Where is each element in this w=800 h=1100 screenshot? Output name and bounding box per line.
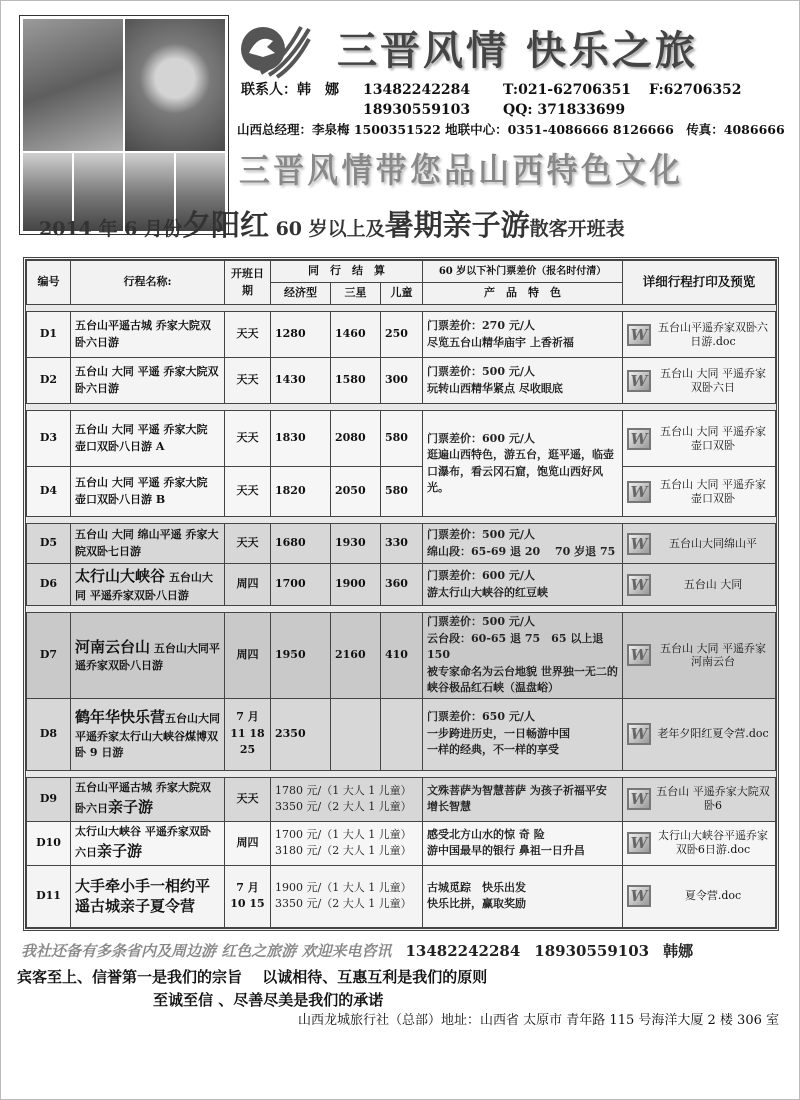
contact-person: 联系人：韩 娜	[241, 82, 339, 98]
doc-link-content	[627, 367, 771, 395]
word-doc-icon: W	[627, 723, 651, 745]
word-doc-icon: W	[627, 324, 651, 346]
row-separator	[27, 517, 776, 524]
table-row	[27, 312, 776, 358]
doc-filename: 老年夕阳红夏令营.doc	[657, 727, 769, 741]
address: 山西龙城旅行社（总部）地址：山西省 太原市 青年路 115 号海洋大厦 2 楼 306 室	[298, 1012, 779, 1028]
route-name-part: 亲子游	[108, 798, 154, 816]
itinerary-doc-link[interactable]	[623, 358, 776, 404]
doc-filename: 五台山 大同	[683, 577, 743, 591]
doc-link-content	[627, 642, 771, 670]
economy-price: 2350	[271, 698, 331, 770]
package-price: 3350 元/（2 大人 1 儿童）	[275, 897, 412, 910]
doc-link-content	[627, 829, 771, 857]
manager-line: 山西总经理：李泉梅 1500351522 地联中心：0351-4086666 8126666 传真：4086666	[237, 122, 785, 137]
economy-price: 1280	[271, 312, 331, 358]
economy-price: 1700	[271, 564, 331, 606]
package-prices	[271, 777, 423, 821]
economy-price: 1950	[271, 613, 331, 699]
hanging-temple-photo	[23, 19, 123, 151]
contact-phone-2: 18930559103	[363, 102, 471, 118]
economy-price: 1830	[271, 411, 331, 467]
table-row	[27, 613, 776, 699]
product-features	[423, 698, 623, 770]
route-name-part: 五台山平遥古城 乔家大院双卧六日	[75, 780, 211, 815]
route-name-part: 五台山大同平遥乔家太行山大峡谷煤博双卧 9 日游	[75, 712, 221, 760]
route-id: D1	[27, 312, 71, 358]
feature-line: 门票差价：600 元/人	[427, 569, 535, 582]
title-part: 60 岁以上及	[268, 218, 385, 240]
start-date: 周四	[225, 564, 271, 606]
product-features	[423, 411, 623, 517]
feature-line: 文殊菩萨为智慧菩萨 为孩子祈福平安 增长智慧	[427, 783, 607, 813]
fax: F:62706352	[649, 82, 742, 98]
route-name-part: 五台山 大同 平遥 乔家大院 壶口双卧八日游 A	[75, 423, 208, 453]
feature-line: 感受北方山水的惊 奇 险	[427, 827, 545, 841]
route-id: D3	[27, 411, 71, 467]
row-separator	[27, 305, 776, 312]
feature-line: 一步跨进历史，一日畅游中国	[427, 726, 571, 740]
title-part: 散客开班表	[529, 218, 625, 240]
doc-filename: 五台山 大同 平遥乔家 壶口双卧	[660, 477, 767, 505]
route-name-part: 五台山平遥古城 乔家大院双卧六日游	[75, 319, 211, 349]
table-row	[27, 698, 776, 770]
three-star-price: 1900	[331, 564, 381, 606]
schedule-table	[23, 257, 779, 931]
slogan: 三晋风情 快乐之旅	[337, 28, 698, 74]
doc-link-content	[627, 723, 771, 745]
contact-phone-1: 13482242284	[363, 82, 471, 98]
motto-2: 至诚至信 、尽善尽美是我们的承诺	[153, 990, 384, 1009]
route-name-part: 大手牵小手一相约平遥古城亲子夏令营	[75, 876, 211, 915]
row-separator	[27, 404, 776, 411]
table-row	[27, 821, 776, 865]
route-name-part: 五台山大同 平遥乔家双卧八日游	[75, 571, 213, 602]
header-settlement: 同 行 结 算	[271, 261, 423, 283]
child-price: 410	[381, 613, 423, 699]
start-date: 周四	[225, 613, 271, 699]
feature-line: 快乐比拼，赢取奖励	[427, 897, 527, 910]
row-separator	[27, 770, 776, 777]
main-content	[17, 257, 779, 1029]
three-star-price: 2050	[331, 467, 381, 517]
feature-line: 门票差价：650 元/人	[427, 710, 535, 724]
route-name	[71, 358, 225, 404]
three-star-price: 1580	[331, 358, 381, 404]
word-doc-icon: W	[627, 481, 651, 503]
start-date: 天天	[225, 524, 271, 564]
route-id: D9	[27, 777, 71, 821]
word-doc-icon: W	[627, 574, 651, 596]
package-price: 1900 元/（1 大人 1 儿童）	[275, 880, 412, 894]
feature-line: 门票差价：500 元/人	[427, 365, 535, 378]
title-part: 2014 年 6 月份	[39, 218, 182, 240]
feature-line: 尽览五台山精华庙宇 上香祈福	[427, 335, 574, 349]
child-price	[381, 698, 423, 770]
route-name	[71, 777, 225, 821]
feature-line: 被专家命名为云台地貌 世界独一无二的峡谷极品红石峡（温盘峪）	[427, 664, 618, 694]
package-price: 1780 元/（1 大人 1 儿童）	[275, 783, 412, 797]
doc-filename: 五台山平遥乔家双卧六日游.doc	[658, 320, 769, 348]
doc-filename: 五台山 平遥乔家大院双卧6	[656, 785, 770, 812]
word-doc-icon: W	[627, 533, 651, 555]
three-star-price: 2160	[331, 613, 381, 699]
header-ticket-diff: 60 岁以下补门票差价（报名时付清）	[423, 261, 623, 283]
child-price: 580	[381, 467, 423, 517]
doc-link-content	[627, 574, 771, 596]
product-features	[423, 312, 623, 358]
route-id: D11	[27, 865, 71, 927]
route-id: D7	[27, 613, 71, 699]
word-doc-icon: W	[627, 428, 651, 450]
promo-line	[21, 941, 779, 961]
doc-link-content	[627, 425, 771, 453]
economy-price: 1430	[271, 358, 331, 404]
product-features	[423, 821, 623, 865]
route-name	[71, 411, 225, 467]
table-row	[27, 564, 776, 606]
doc-filename: 五台山 大同 平遥乔家 双卧六日	[660, 366, 767, 394]
doc-link-content	[627, 321, 771, 349]
child-price: 580	[381, 411, 423, 467]
feature-line: 游中国最早的银行 鼻祖一日升昌	[427, 844, 585, 857]
feature-line: 游太行山大峡谷的红豆峡	[427, 585, 549, 599]
doc-filename: 夏令营.doc	[684, 889, 742, 903]
feature-line: 古城觅踪 快乐出发	[427, 880, 527, 894]
start-date: 7 月 10 15	[225, 865, 271, 927]
feature-line: 门票差价：500 元/人	[427, 615, 535, 628]
doc-filename: 五台山 大同 平遥乔家 河南云台	[660, 641, 767, 669]
qq-number: QQ: 371833699	[503, 102, 626, 118]
three-star-price: 2080	[331, 411, 381, 467]
package-price: 1700 元/（1 大人 1 儿童）	[275, 827, 412, 841]
itinerary-doc-link[interactable]	[623, 312, 776, 358]
scenic-photo-collage	[19, 15, 229, 235]
header-three-star: 三星	[331, 283, 381, 305]
route-name	[71, 564, 225, 606]
route-id: D6	[27, 564, 71, 606]
itinerary-doc-link[interactable]	[623, 467, 776, 517]
table-row	[27, 358, 776, 404]
start-date: 周四	[225, 821, 271, 865]
itinerary-doc-link[interactable]	[623, 865, 776, 927]
itinerary-doc-link[interactable]	[623, 613, 776, 699]
child-price: 360	[381, 564, 423, 606]
word-doc-icon: W	[627, 370, 651, 392]
route-name	[71, 821, 225, 865]
promo-contact: 韩娜	[663, 941, 694, 960]
itinerary-doc-link[interactable]	[623, 411, 776, 467]
route-id: D8	[27, 698, 71, 770]
start-date: 天天	[225, 358, 271, 404]
child-price: 250	[381, 312, 423, 358]
package-prices	[271, 821, 423, 865]
product-features	[423, 564, 623, 606]
economy-price: 1820	[271, 467, 331, 517]
doc-link-content	[627, 785, 771, 813]
package-prices	[271, 865, 423, 927]
doc-filename: 五台山大同绵山平	[669, 536, 758, 550]
product-features	[423, 777, 623, 821]
header-economy: 经济型	[271, 283, 331, 305]
word-doc-icon: W	[627, 788, 651, 810]
route-name-part: 太行山大峡谷	[75, 567, 166, 585]
table-row	[27, 777, 776, 821]
three-star-price	[331, 698, 381, 770]
package-price: 3180 元/（2 大人 1 儿童）	[275, 844, 412, 857]
word-doc-icon: W	[627, 644, 651, 666]
doc-filename: 太行山大峡谷平遥乔家双卧6日游.doc	[658, 829, 769, 856]
buddha-statue-photo	[125, 19, 225, 151]
route-name	[71, 865, 225, 927]
route-name	[71, 524, 225, 564]
title-part: 暑期亲子游	[384, 208, 530, 242]
route-name	[71, 467, 225, 517]
doc-link-content	[627, 885, 771, 907]
route-id: D5	[27, 524, 71, 564]
header-detail: 详细行程打印及预览	[623, 261, 776, 305]
header-date: 开班日期	[225, 261, 271, 305]
word-doc-icon: W	[627, 885, 651, 907]
route-name	[71, 312, 225, 358]
route-id: D2	[27, 358, 71, 404]
telephone: T:021-62706351	[503, 82, 632, 98]
route-name-part: 太行山大峡谷 平遥乔家双卧六日	[75, 824, 211, 859]
feature-line: 门票差价：270 元/人	[427, 319, 535, 332]
product-features	[423, 865, 623, 927]
doc-filename: 五台山 大同 平遥乔家 壶口双卧	[660, 424, 767, 452]
header-feature: 产 品 特 色	[423, 283, 623, 305]
itinerary-doc-link[interactable]	[623, 564, 776, 606]
route-id: D10	[27, 821, 71, 865]
three-star-price: 1460	[331, 312, 381, 358]
itinerary-doc-link[interactable]	[623, 698, 776, 770]
route-name-part: 五台山 大同 平遥 乔家大院双卧六日游	[75, 365, 219, 395]
start-date: 天天	[225, 411, 271, 467]
table-row	[27, 865, 776, 927]
page-title	[39, 205, 625, 250]
product-features	[423, 524, 623, 564]
feature-line: 门票差价：500 元/人	[427, 528, 535, 541]
row-separator	[27, 606, 776, 613]
start-date: 天天	[225, 777, 271, 821]
route-name-part: 亲子游	[97, 842, 143, 860]
table-row	[27, 467, 776, 517]
start-date: 天天	[225, 467, 271, 517]
table-row	[27, 411, 776, 467]
promo-phone-2: 18930559103	[534, 941, 650, 960]
doc-link-content	[627, 533, 771, 555]
route-name-part: 五台山大同平遥乔家双卧八日游	[75, 641, 220, 673]
promo-text: 我社还备有多条省内及周边游 红色之旅游 欢迎来电咨讯	[21, 941, 392, 960]
product-features	[423, 613, 623, 699]
header-child: 儿童	[381, 283, 423, 305]
route-name-part: 河南云台山	[75, 637, 151, 656]
route-name	[71, 613, 225, 699]
feature-line: 门票差价：600 元/人	[427, 431, 535, 445]
package-price: 3350 元/（2 大人 1 儿童）	[275, 800, 412, 813]
promo-phone-1: 13482242284	[405, 941, 521, 960]
feature-line: 玩转山西精华紧点 尽收眼底	[427, 381, 563, 395]
route-name	[71, 698, 225, 770]
three-star-price: 1930	[331, 524, 381, 564]
motto-1: 宾客至上、信誉第一是我们的宗旨 以诚相待、互惠互利是我们的原则	[17, 967, 488, 986]
header-name: 行程名称:	[71, 261, 225, 305]
title-part: 夕阳红	[181, 208, 269, 242]
subtitle: 三晋风情带您品山西特色文化	[239, 151, 684, 191]
feature-line: 绵山段：65-69 退 20 70 岁退 75	[427, 544, 616, 558]
itinerary-doc-link[interactable]	[623, 821, 776, 865]
economy-price: 1680	[271, 524, 331, 564]
child-price: 300	[381, 358, 423, 404]
itinerary-doc-link[interactable]	[623, 524, 776, 564]
start-date: 7 月 11 18 25	[225, 698, 271, 770]
itinerary-doc-link[interactable]	[623, 777, 776, 821]
product-features	[423, 358, 623, 404]
route-name-part: 鹤年华快乐营	[75, 708, 166, 727]
header-id: 编号	[27, 261, 71, 305]
route-id: D4	[27, 467, 71, 517]
dragon-logo-icon	[239, 23, 311, 79]
table-row	[27, 524, 776, 564]
feature-line: 云台段：60-65 退 75 65 以上退 150	[427, 631, 604, 661]
start-date: 天天	[225, 312, 271, 358]
doc-link-content	[627, 478, 771, 506]
feature-line: 一样的经典，不一样的享受	[427, 743, 560, 757]
child-price: 330	[381, 524, 423, 564]
feature-line: 逛遍山西特色，游五台，逛平遥，临壶口瀑布，看云冈石窟，饱览山西好风光。	[427, 448, 615, 494]
route-name-part: 五台山 大同 平遥 乔家大院 壶口双卧八日游 B	[75, 476, 208, 506]
word-doc-icon: W	[627, 832, 651, 854]
route-name-part: 五台山 大同 绵山平遥 乔家大院双卧七日游	[75, 528, 219, 558]
